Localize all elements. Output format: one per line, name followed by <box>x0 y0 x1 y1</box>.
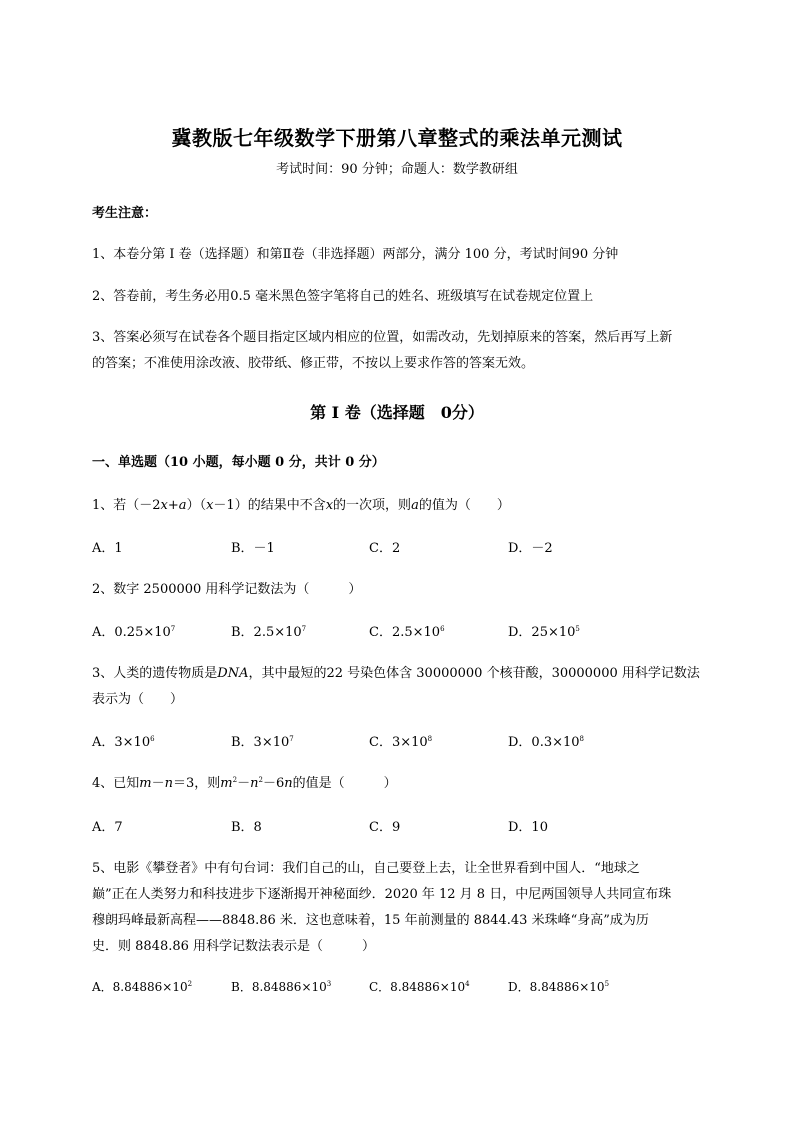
question-3-option-c: C．$3\times 10^8$ <box>369 735 433 750</box>
question-2-option-b: B．$2.5\times 10^7$ <box>231 625 307 640</box>
question-5-option-d: D．$8.84886\times 10^5$ <box>508 980 610 994</box>
question-4-option-c: C．9 <box>369 820 401 835</box>
question-2-option-d: D．$25\times 10^5$ <box>508 625 580 640</box>
question-5-stem-line-3: 穆朗玛峰最新高程——8848.86 米．这也意味着，15 年前测量的 8844.43 米珠峰“身高”成为历 <box>92 913 649 928</box>
question-3-option-d: D．$0.3\times 10^8$ <box>508 735 585 750</box>
question-1-option-a: A．1 <box>92 541 123 556</box>
question-5-option-a: A．$8.84886\times 10^2$ <box>92 980 193 994</box>
notice-item-1: 1、本卷分第 I 卷（选择题）和第Ⅱ卷（非选择题）两部分，满分 100 分，考试时间90 分钟 <box>92 247 619 262</box>
question-5-stem-line-2: 巅”正在人类努力和科技进步下逐渐揭开神秘面纱．2020 年 12 月 8 日，中尼两国领导人共同宣布珠 <box>92 887 672 902</box>
notice-item-2: 2、答卷前，考生务必用0.5 毫米黑色签字笔将自己的姓名、班级填写在试卷规定位置上 <box>92 289 594 304</box>
question-2-stem: 2、数字 2500000 用科学记数法为（ ） <box>92 582 362 597</box>
question-5-stem-line-4: 史．则 8848.86 用科学记数法表示是（ ） <box>92 939 376 954</box>
question-2-option-c: C．$2.5\times 10^6$ <box>369 625 445 640</box>
question-1-option-d: D．－2 <box>508 541 553 556</box>
document-title: 冀教版七年级数学下册第八章整式的乘法单元测试 <box>171 126 623 150</box>
question-4-option-a: A．7 <box>92 820 123 835</box>
question-4-option-b: B．8 <box>231 820 262 835</box>
question-3-option-a: A．$3\times 10^6$ <box>92 735 155 750</box>
exam-info: 考试时间：90 分钟；命题人：数学教研组 <box>276 162 518 177</box>
question-3-stem: 3、人类的遗传物质是DNA，其中最短的22 号染色体含 30000000 个核苷酸，30000000 用科学记数法 <box>92 666 700 681</box>
notice-item-3-continued: 的答案；不准使用涂改液、胶带纸、修正带，不按以上要求作答的答案无效。 <box>92 356 535 371</box>
question-5-option-c: C．$8.84886\times 10^4$ <box>369 980 470 994</box>
question-3-stem-continued: 表示为（ ） <box>92 692 184 707</box>
notice-item-3: 3、答案必须写在试卷各个题目指定区域内相应的位置，如需改动，先划掉原来的答案，然后再写上新 <box>92 330 673 345</box>
question-2-option-a: A．$0.25\times 10^7$ <box>92 625 176 640</box>
notice-heading: 考生注意： <box>92 206 158 221</box>
question-5-stem: 5、电影《攀登者》中有句台词：我们自己的山，自己要登上去，让全世界看到中国人．“地球之 <box>92 861 640 876</box>
question-1-stem: 1、若（－2x+a）（x－1）的结果中不含x的一次项，则a的值为（ ） <box>92 498 510 513</box>
question-1-option-c: C．2 <box>369 541 401 556</box>
question-4-option-d: D．10 <box>508 820 548 835</box>
part-1-title: 第 I 卷（选择题 0分） <box>310 403 484 422</box>
section-1-heading: 一、单选题（10 小题，每小题 0 分，共计 0 分） <box>92 455 385 470</box>
question-3-option-b: B．$3\times 10^7$ <box>231 735 294 750</box>
question-1-option-b: B．－1 <box>231 541 275 556</box>
question-4-stem: 4、已知m－n＝3，则$m^2-n^2-6n$的值是（ ） <box>92 776 397 791</box>
question-5-option-b: B．$8.84886\times 10^3$ <box>231 980 332 994</box>
